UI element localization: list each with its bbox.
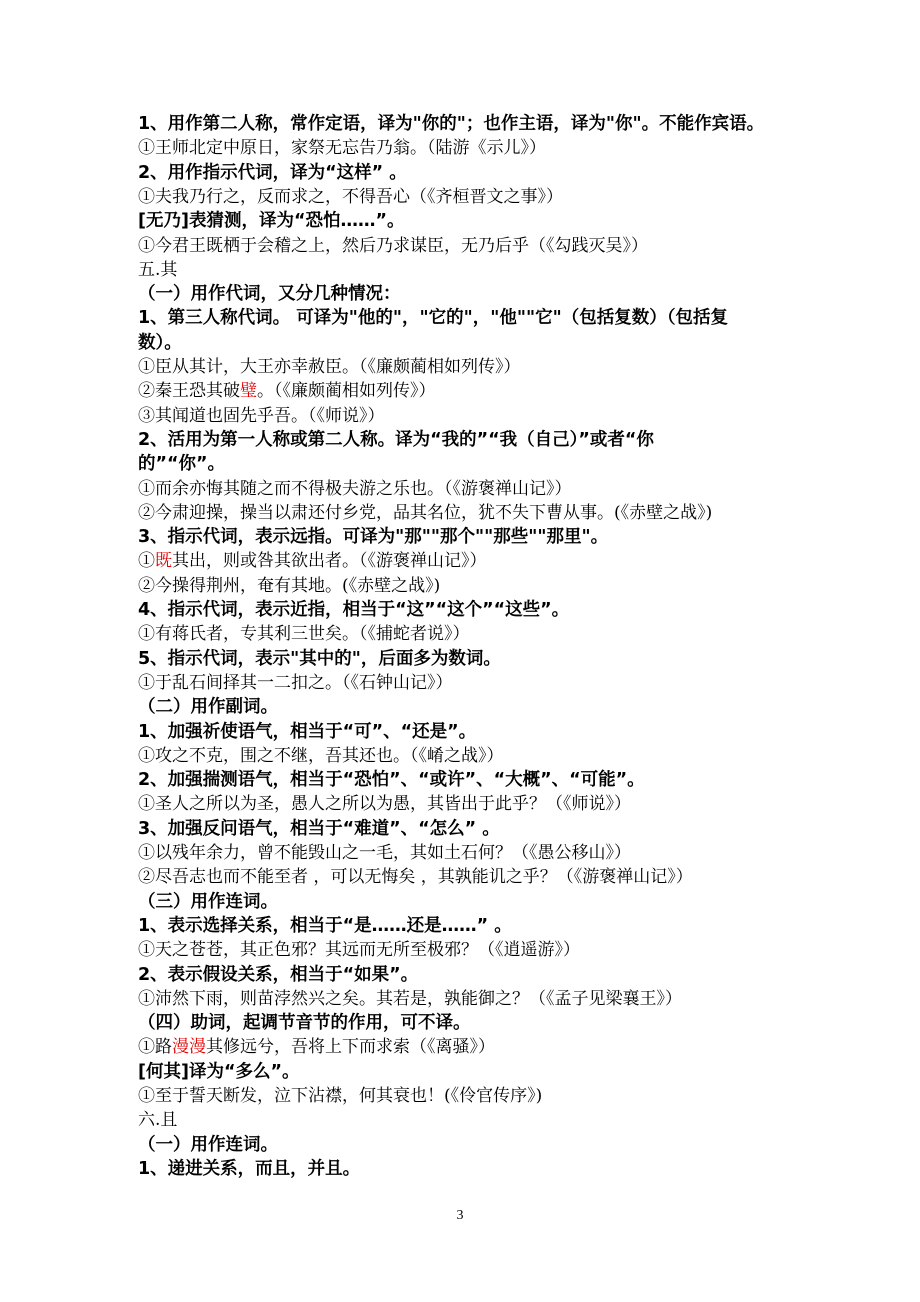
heading-line: 的”“你”。 [138,454,226,475]
heading-line: 4、指示代词，表示近指，相当于“这”“这个”“这些”。 [138,600,570,620]
page-number: 3 [456,1208,464,1223]
text-line: ①今君王既栖于会稽之上，然后乃求谋臣，无乃后乎（《勾践灭吴》） [138,235,648,256]
text-line: ①天之苍苍，其正色邪？其远而无所至极邪？（《逍遥游》） [138,940,580,961]
text-line: ①沛然下雨，则苗浡然兴之矣。其若是，孰能御之？（《孟子见梁襄王》） [138,988,682,1009]
text-line: ③其闻道也固先乎吾。（《师说》） [138,405,385,426]
highlighted-char: 璧 [240,381,257,402]
text-line [138,379,436,403]
text-segment: ①路 [138,1037,172,1058]
heading-line: （二）用作副词。 [138,697,278,718]
text-line: ①夫我乃行之，反而求之，不得吾心（《齐桓晋文之事》） [138,186,563,207]
text-line: ②尽吾志也而不能至者 ，可以无悔矣 ，其孰能讥之乎？（《游褒禅山记》） [138,867,693,888]
text-line [138,549,487,573]
text-line: ①有蒋氏者，专其利三世矣。（《捕蛇者说》） [138,624,470,645]
text-line: ①而余亦悔其随之而不得极夫游之乐也。（《游褒禅山记》） [138,478,572,499]
highlighted-char: 既 [155,551,172,572]
heading-line: （一）用作连词。 [138,1134,278,1155]
heading-line: 2、用作指示代词，译为“这样” 。 [138,162,407,183]
heading-line: 3、指示代词，表示远指。可译为"那""那个""那些""那里"。 [138,527,609,548]
heading-line: 5、指示代词，表示"其中的"，后面多为数词。 [138,648,501,669]
heading-line: （三）用作连词。 [138,891,278,912]
heading-line: 3、加强反问语气，相当于“难道”、“怎么” 。 [138,818,500,839]
text-segment: ① [138,551,155,572]
text-line: ①攻之不克，围之不继，吾其还也。（《崤之战》） [138,745,504,766]
heading-line: （四）助词，起调节音节的作用，可不译。 [138,1013,471,1034]
heading-line: 1、表示选择关系，相当于“是……还是……” 。 [138,915,512,936]
heading-line: 2、活用为第一人称或第二人称。译为“我的”“我（自己）”或者“你 [138,429,654,450]
text-line: ①至于誓天断发，泣下沾襟，何其衰也！(《伶官传序》) [138,1086,543,1106]
text-line: ①王师北定中原日，家祭无忘告乃翁。（陆游《示儿》） [138,138,546,159]
text-line: ①于乱石间择其一二扣之。（《石钟山记》） [138,672,453,693]
text-line: ②今操得荆州，奄有其地。(《赤壁之战》) [138,575,441,596]
text-line: 六.且 [138,1110,178,1131]
heading-line: 1、用作第二人称，常作定语，译为"你的"；也作主语，译为"你"。不能作宾语。 [138,114,765,134]
text-line: 五.其 [138,259,178,280]
heading-line: [何其]译为“多么”。 [138,1061,300,1082]
heading-line: 1、第三人称代词。 可译为"他的"，"它的"，"他""它"（包括复数）（包括复 [138,308,728,329]
text-line: ①以残年余力，曾不能毁山之一毛，其如土石何？（《愚公移山》） [138,843,631,863]
heading-line: 数）。 [138,332,182,353]
heading-line: 1、加强祈使语气，相当于“可”、“还是”。 [138,721,477,742]
heading-line: 2、表示假设关系，相当于“如果”。 [138,964,419,985]
text-segment: 。（《廉颇蔺相如列传》） [257,381,436,402]
text-segment: ②秦王恐其破 [138,381,240,402]
text-segment: 其出，则或咎其欲出者。（《游褒禅山记》） [172,551,487,572]
text-line: ②今肃迎操，操当以肃还付乡党，品其名位，犹不失下曹从事。(《赤壁之战》) [138,502,713,523]
text-line: ①臣从其计，大王亦幸赦臣。（《廉颇蔺相如列传》） [138,357,521,377]
text-segment: 其修远兮，吾将上下而求索（《离骚》） [206,1037,495,1058]
heading-line: 2、加强揣测语气，相当于“恐怕”、“或许”、“大概”、“可能”。 [138,770,645,791]
heading-line: 1、递进关系，而且，并且。 [138,1158,361,1179]
heading-line: [无乃]表猜测，译为“恐怕……”。 [138,211,405,232]
highlighted-char: 漫漫 [172,1037,206,1058]
text-line [138,1035,495,1059]
text-line: ①圣人之所以为圣，愚人之所以为愚，其皆出于此乎？（《师说》） [138,794,631,815]
heading-line: （一）用作代词，又分几种情况： [138,284,401,305]
